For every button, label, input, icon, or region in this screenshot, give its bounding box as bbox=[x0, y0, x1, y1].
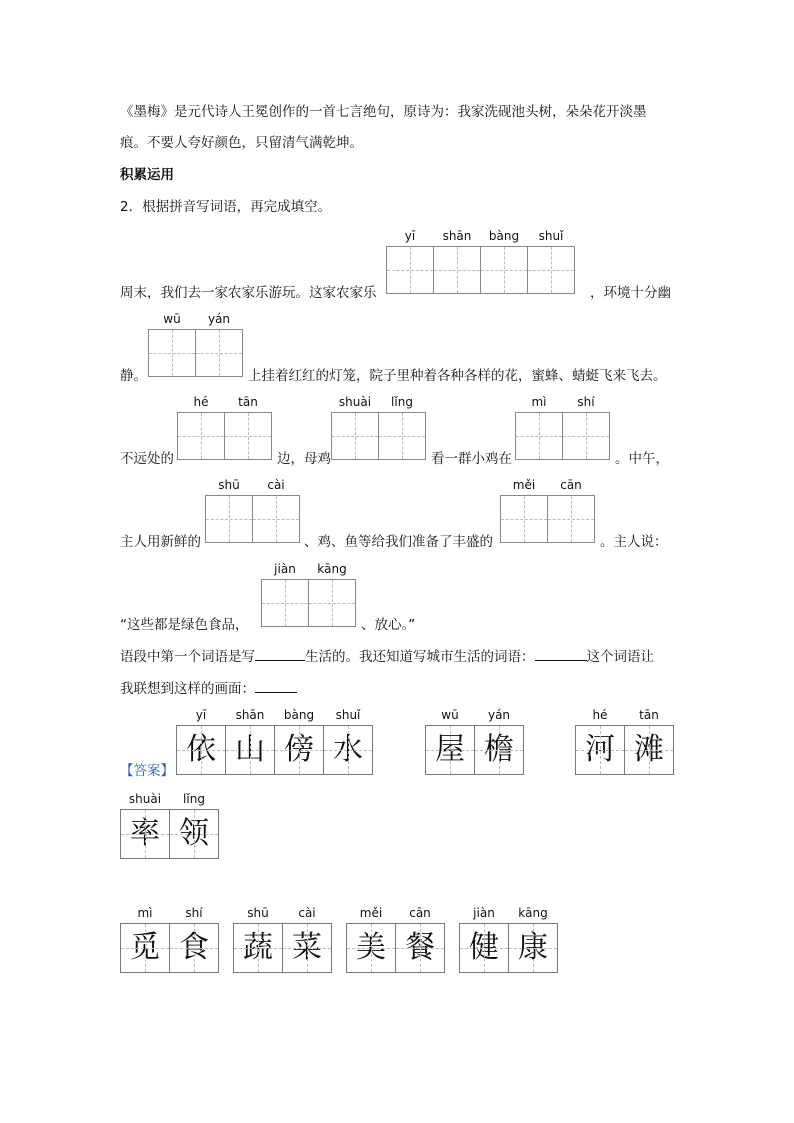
passage-text: “这些都是绿色食品， bbox=[120, 617, 249, 633]
passage-text: 。主人说： bbox=[600, 534, 668, 550]
passage-text: 不远处的 bbox=[120, 451, 174, 467]
pinyin: yī bbox=[195, 708, 207, 722]
pinyin: měi bbox=[359, 906, 383, 920]
pinyin: shū bbox=[247, 906, 269, 920]
writing-cell[interactable] bbox=[562, 412, 610, 460]
answer-word bbox=[346, 906, 445, 973]
pinyin: tān bbox=[639, 708, 659, 722]
answer-char: 率 bbox=[120, 809, 170, 859]
writing-cell[interactable] bbox=[224, 412, 272, 460]
writing-cell[interactable] bbox=[386, 246, 434, 294]
intro-line-2: 痕。不要人夸好颜色，只留清气满乾坤。 bbox=[120, 135, 363, 151]
fill-question-2 bbox=[120, 678, 297, 698]
answer-char: 河 bbox=[575, 725, 625, 775]
writing-cell[interactable] bbox=[205, 495, 253, 543]
pinyin: shuǐ bbox=[538, 229, 564, 243]
intro-line-1: 《墨梅》是元代诗人王冕创作的一首七言绝句，原诗为：我家洗砚池头树，朵朵花开淡墨 bbox=[120, 104, 647, 120]
pinyin: shuài bbox=[338, 395, 372, 409]
writing-cell[interactable] bbox=[261, 579, 309, 627]
passage-text: 。中午， bbox=[615, 451, 669, 467]
answer-char: 屋 bbox=[425, 725, 475, 775]
answer-word bbox=[425, 708, 524, 775]
passage-text: 我联想到这样的画面： bbox=[120, 681, 255, 697]
pinyin-blank bbox=[515, 395, 610, 460]
answer-word bbox=[459, 906, 558, 973]
fill-question bbox=[120, 646, 654, 666]
pinyin: jiàn bbox=[473, 906, 495, 920]
pinyin: měi bbox=[512, 478, 536, 492]
passage-text: 周末，我们去一家农家乐游玩。这家农家乐 bbox=[120, 285, 377, 301]
pinyin-blank bbox=[177, 395, 272, 460]
pinyin: shí bbox=[577, 395, 595, 409]
answer-char: 餐 bbox=[395, 923, 445, 973]
passage-text: 边，母鸡 bbox=[277, 451, 331, 467]
writing-cell[interactable] bbox=[195, 329, 243, 377]
passage-text: ，环境十分幽 bbox=[590, 285, 671, 301]
pinyin: lǐng bbox=[391, 395, 413, 409]
passage-text: 语段中第一个词语是写 bbox=[120, 649, 255, 665]
pinyin: wū bbox=[441, 708, 459, 722]
writing-cell[interactable] bbox=[308, 579, 356, 627]
answer-word bbox=[233, 906, 332, 973]
pinyin: shān bbox=[235, 708, 265, 722]
writing-cell[interactable] bbox=[378, 412, 426, 460]
section-title: 积累运用 bbox=[120, 167, 174, 183]
passage-text: 看一群小鸡在 bbox=[431, 451, 512, 467]
writing-cell[interactable] bbox=[177, 412, 225, 460]
pinyin: hé bbox=[592, 708, 608, 722]
pinyin: yán bbox=[487, 708, 511, 722]
writing-cell[interactable] bbox=[252, 495, 300, 543]
pinyin: bàng bbox=[283, 708, 315, 722]
answer-word bbox=[176, 708, 373, 775]
answer-char: 食 bbox=[169, 923, 219, 973]
answer-char: 菜 bbox=[282, 923, 332, 973]
pinyin: shí bbox=[185, 906, 203, 920]
pinyin: cài bbox=[267, 478, 285, 492]
pinyin: jiàn bbox=[274, 562, 296, 576]
passage-text: 生活的。我还知道写城市生活的词语： bbox=[305, 649, 535, 665]
answer-char: 领 bbox=[169, 809, 219, 859]
pinyin-blank bbox=[386, 229, 575, 294]
answer-char: 美 bbox=[346, 923, 396, 973]
answer-blank[interactable] bbox=[255, 678, 297, 693]
passage-text: 上挂着红红的灯笼，院子里种着各种各样的花，蜜蜂、蜻蜓飞来飞去。 bbox=[248, 368, 667, 384]
answer-char: 依 bbox=[176, 725, 226, 775]
writing-cell[interactable] bbox=[527, 246, 575, 294]
answer-char: 觅 bbox=[120, 923, 170, 973]
pinyin-blank bbox=[261, 562, 356, 627]
pinyin: wū bbox=[163, 312, 181, 326]
pinyin-blank bbox=[500, 478, 595, 543]
pinyin: kāng bbox=[317, 562, 347, 576]
pinyin: shān bbox=[442, 229, 472, 243]
answer-char: 滩 bbox=[624, 725, 674, 775]
answer-char: 山 bbox=[225, 725, 275, 775]
answer-blank[interactable] bbox=[535, 646, 587, 661]
passage-text: 主人用新鲜的 bbox=[120, 534, 201, 550]
answer-word bbox=[575, 708, 674, 775]
writing-cell[interactable] bbox=[500, 495, 548, 543]
pinyin-blank bbox=[148, 312, 243, 377]
passage-text: 、放心。” bbox=[361, 617, 416, 633]
pinyin: tān bbox=[238, 395, 258, 409]
writing-cell[interactable] bbox=[433, 246, 481, 294]
pinyin: shuài bbox=[128, 792, 162, 806]
pinyin: cān bbox=[409, 906, 431, 920]
pinyin: yán bbox=[207, 312, 231, 326]
pinyin: yī bbox=[404, 229, 416, 243]
writing-cell[interactable] bbox=[148, 329, 196, 377]
passage-text: 、鸡、鱼等给我们准备了丰盛的 bbox=[304, 534, 493, 550]
pinyin: shuǐ bbox=[335, 708, 361, 722]
passage-text: 静。 bbox=[120, 368, 147, 384]
pinyin: mì bbox=[137, 906, 153, 920]
pinyin-blank bbox=[331, 395, 426, 460]
answer-char: 康 bbox=[508, 923, 558, 973]
pinyin: shū bbox=[218, 478, 240, 492]
answer-char: 水 bbox=[323, 725, 373, 775]
passage-text: 这个词语让 bbox=[586, 649, 654, 665]
answer-char: 檐 bbox=[474, 725, 524, 775]
answer-blank[interactable] bbox=[255, 646, 305, 661]
pinyin: kāng bbox=[518, 906, 548, 920]
question-title: 2．根据拼音写词语，再完成填空。 bbox=[120, 199, 332, 215]
pinyin: hé bbox=[193, 395, 209, 409]
pinyin: bàng bbox=[488, 229, 520, 243]
writing-cell[interactable] bbox=[331, 412, 379, 460]
answer-label: 【答案】 bbox=[120, 763, 174, 779]
pinyin: cān bbox=[560, 478, 582, 492]
pinyin: cài bbox=[298, 906, 316, 920]
writing-cell[interactable] bbox=[515, 412, 563, 460]
pinyin: lǐng bbox=[183, 792, 205, 806]
pinyin: mì bbox=[531, 395, 547, 409]
writing-cell[interactable] bbox=[547, 495, 595, 543]
answer-char: 傍 bbox=[274, 725, 324, 775]
answer-word bbox=[120, 792, 219, 859]
pinyin-blank bbox=[205, 478, 300, 543]
answer-char: 健 bbox=[459, 923, 509, 973]
answer-char: 蔬 bbox=[233, 923, 283, 973]
answer-word bbox=[120, 906, 219, 973]
writing-cell[interactable] bbox=[480, 246, 528, 294]
